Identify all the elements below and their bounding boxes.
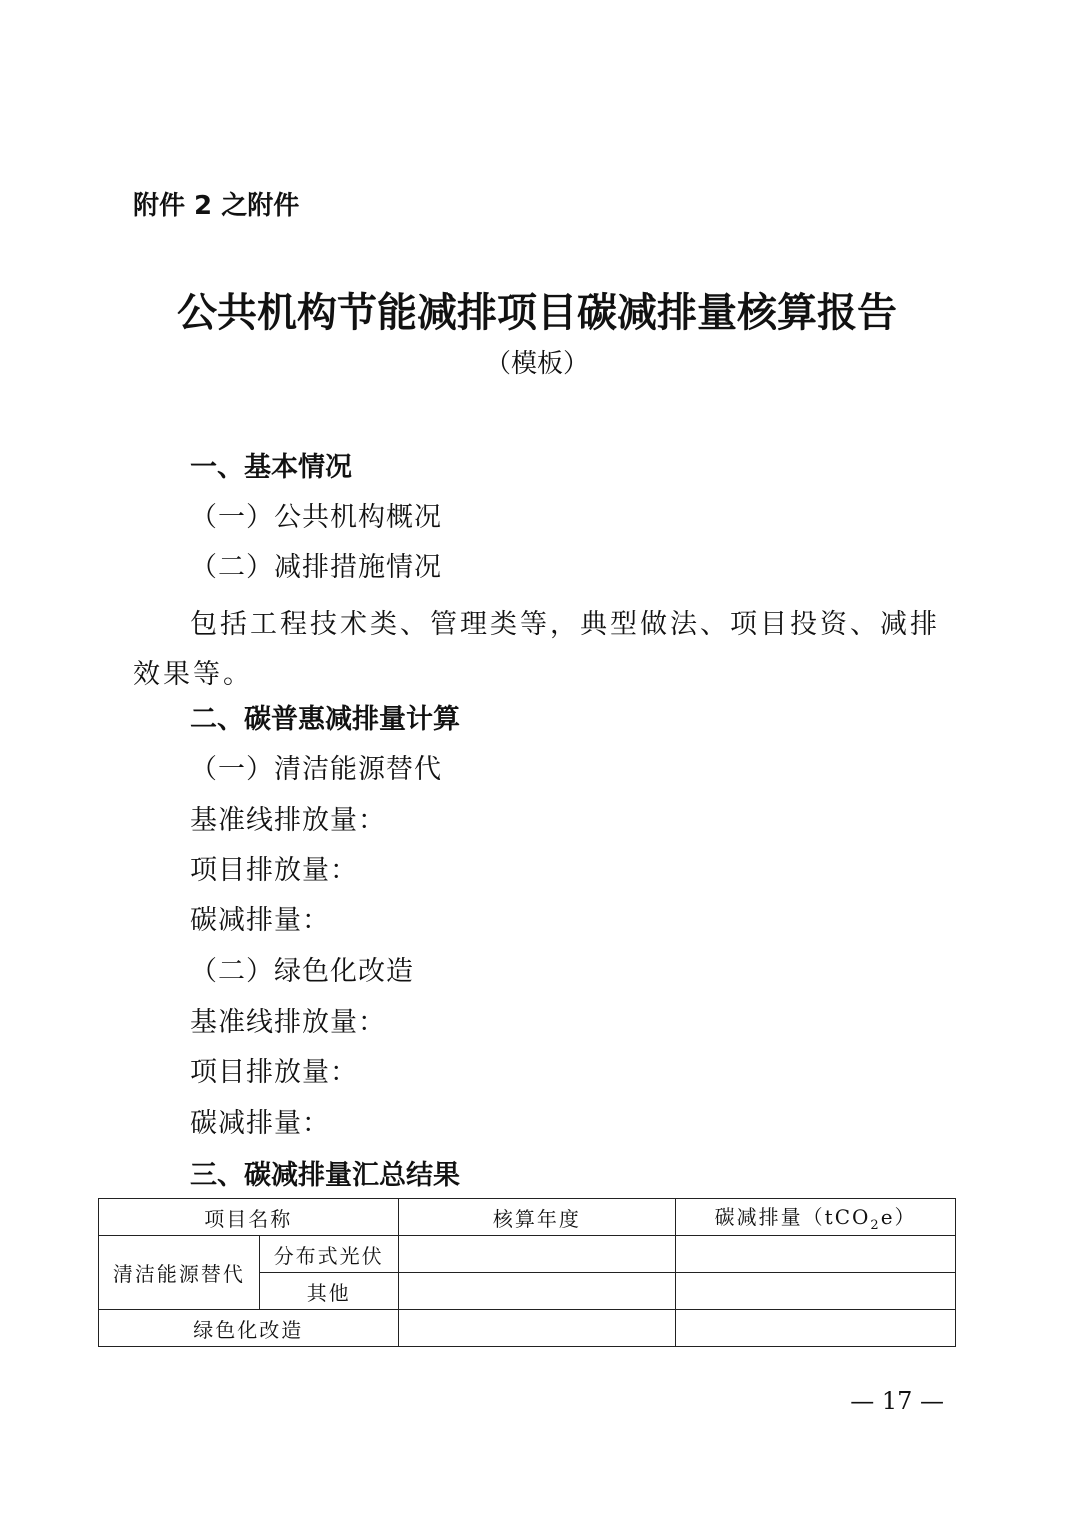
table-row [99, 1236, 956, 1273]
section-3-heading: 三、碳减排量汇总结果 [190, 1160, 460, 1191]
row-green-retrofit: 绿色化改造 [99, 1310, 399, 1347]
cell-green-reduction [676, 1310, 956, 1347]
header-project-name: 项目名称 [99, 1199, 399, 1236]
section-2-sub-2-baseline: 基准线排放量： [190, 1007, 386, 1038]
cell-other-reduction [676, 1273, 956, 1310]
header-reduction-prefix: 碳减排量（tCO [714, 1205, 871, 1229]
row-other: 其他 [259, 1273, 398, 1310]
section-1-sub-2: （二）减排措施情况 [190, 552, 442, 583]
page-title: 公共机构节能减排项目碳减排量核算报告 [177, 289, 897, 336]
section-2-sub-1-baseline: 基准线排放量： [190, 805, 386, 836]
cell-green-year [398, 1310, 676, 1347]
section-1-heading: 一、基本情况 [190, 452, 352, 483]
table-header-row [99, 1199, 956, 1236]
summary-table [98, 1198, 956, 1347]
section-2-sub-2-title: （二）绿色化改造 [190, 956, 414, 987]
cell-other-year [398, 1273, 676, 1310]
cell-pv-reduction [676, 1236, 956, 1273]
section-2-sub-1-reduction: 碳减排量： [190, 905, 330, 936]
group-clean-energy: 清洁能源替代 [99, 1236, 260, 1310]
header-reduction-subscript: 2 [870, 1218, 881, 1233]
header-year: 核算年度 [398, 1199, 676, 1236]
section-2-heading: 二、碳普惠减排量计算 [190, 704, 460, 735]
section-2-sub-2-project: 项目排放量： [190, 1057, 358, 1088]
section-2-sub-2-reduction: 碳减排量： [190, 1108, 330, 1139]
section-2-sub-1-project: 项目排放量： [190, 855, 358, 886]
page-number: — 17 — [850, 1387, 944, 1415]
section-1-sub-1: （一）公共机构概况 [190, 502, 442, 533]
table-row [99, 1310, 956, 1347]
section-1-paragraph: 包括工程技术类、管理类等，典型做法、项目投资、减排效果等。 [133, 609, 940, 690]
section-2-sub-1-title: （一）清洁能源替代 [190, 754, 442, 785]
header-reduction-suffix: e） [880, 1205, 917, 1229]
page-subtitle: （模板） [484, 349, 589, 379]
row-distributed-pv: 分布式光伏 [259, 1236, 398, 1273]
header-reduction [676, 1199, 956, 1236]
attachment-label: 附件 2 之附件 [133, 191, 300, 221]
cell-pv-year [398, 1236, 676, 1273]
